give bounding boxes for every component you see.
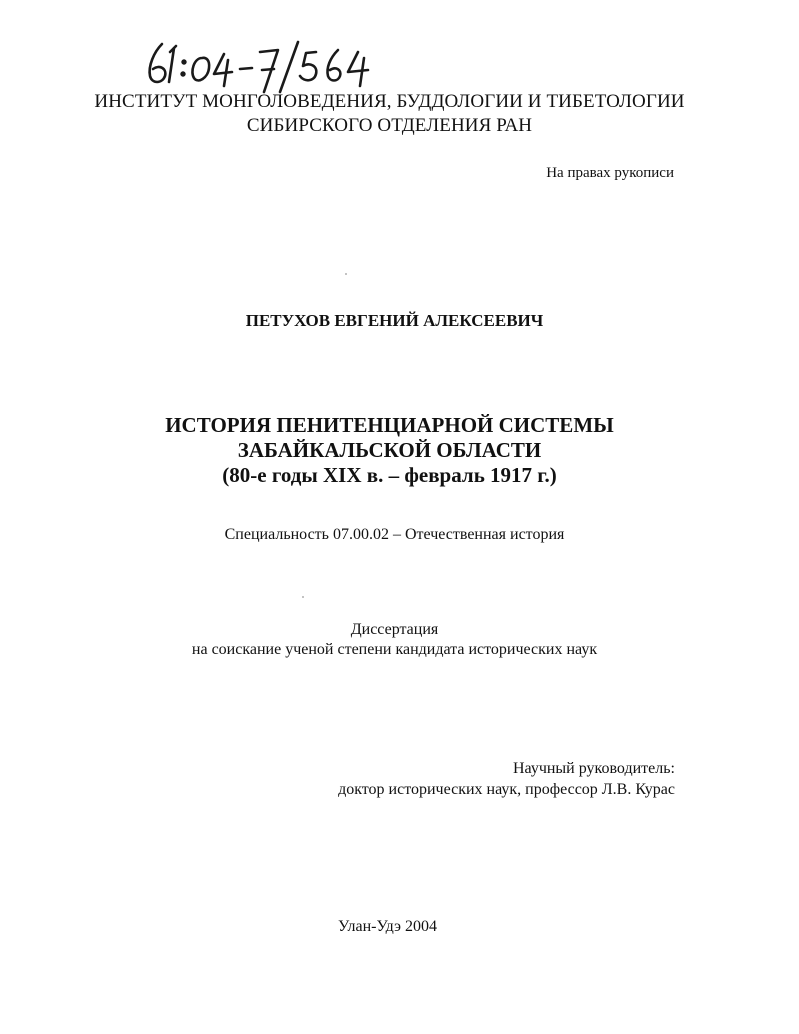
supervisor-label: Научный руководитель: xyxy=(512,760,675,777)
author-name: ПЕТУХОВ ЕВГЕНИЙ АЛЕКСЕЕВИЧ xyxy=(245,311,544,330)
dissertation-title xyxy=(0,413,789,488)
dissertation-line-1: Диссертация xyxy=(350,621,439,638)
institute-name-line-2: СИБИРСКОГО ОТДЕЛЕНИЯ РАН xyxy=(246,115,533,136)
scan-speck xyxy=(302,596,304,598)
supervisor-name: доктор исторических наук, профессор Л.В. Курас xyxy=(338,781,675,798)
scan-speck xyxy=(345,273,347,275)
title-line-3: (80-е годы XIX в. – февраль 1917 г.) xyxy=(222,463,557,487)
title-line-2: ЗАБАЙКАЛЬСКОЙ ОБЛАСТИ xyxy=(237,438,542,462)
manuscript-rights-note: На правах рукописи xyxy=(546,165,674,181)
dissertation-description xyxy=(0,620,794,660)
scientific-supervisor xyxy=(338,758,675,800)
city-and-year: Улан-Удэ 2004 xyxy=(338,918,437,935)
specialty-line: Специальность 07.00.02 – Отечественная история xyxy=(224,526,565,543)
institute-name xyxy=(0,90,789,138)
title-line-1: ИСТОРИЯ ПЕНИТЕНЦИАРНОЙ СИСТЕМЫ xyxy=(165,413,614,437)
institute-name-line-1: ИНСТИТУТ МОНГОЛОВЕДЕНИЯ, БУДДОЛОГИИ И ТИБЕТОЛОГИИ xyxy=(94,91,685,112)
dissertation-line-2: на соискание ученой степени кандидата исторических наук xyxy=(191,641,598,658)
